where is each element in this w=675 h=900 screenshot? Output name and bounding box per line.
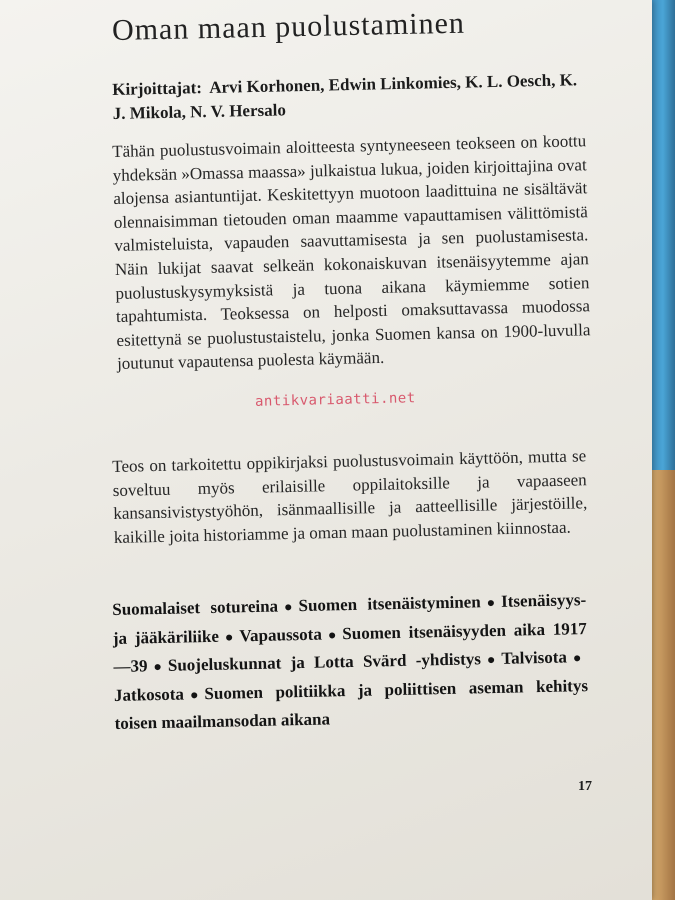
bullet-icon: ● [189, 687, 199, 703]
bullet-icon: ● [224, 629, 234, 646]
description-paragraph-1: Tähän puolustusvoimain aloitteesta syntyneeseen teokseen on koottu yhdeksän »Omassa maassa» julkaistua lukua, joiden kirjoittajina ovat alojensa asiantuntijat. Keskitettyyn muotoon laadittuina ne sisältävät olennaisimman tietouden oman maamme vapauttamisen välittömistä valmisteluista, vapauden saavuttamisesta ja sen puolustamisesta. Näin lukijat saavat selkeän kokonaiskuvan itsenäisyytemme ajan puolustuskysymyksistä ja tuona aikana käymiemme sotien tapahtumista. Teoksessa on helposti omaksuttavassa muodossa esitettynä se puolustustaistelu, jonka Suomen kansa on 1900-luvulla joutunut vapautensa puolesta käymään. [112, 131, 591, 374]
topic-item: Talvisota [501, 647, 568, 668]
authors-names: Arvi Korhonen, Edwin Linkomies, K. L. Oesch, K. J. Mikola, N. V. Hersalo [112, 70, 578, 123]
bullet-icon: ● [486, 595, 496, 612]
topic-item: Suojeluskunnat ja Lotta Svärd -yhdistys [167, 649, 482, 675]
bullet-icon: ● [572, 651, 582, 667]
bullet-icon: ● [283, 600, 293, 616]
page-number: 17 [578, 779, 592, 794]
topic-item: Jatkosota [113, 684, 185, 705]
topic-item: Suomen itsenäisyyden aika 1917—39 [113, 618, 587, 676]
page-title: Oman maan puolustaminen [111, 6, 466, 47]
topic-item: Suomalaiset sotureina [112, 596, 279, 619]
bullet-icon: ● [327, 627, 337, 643]
topic-item: Vapaussota [239, 624, 323, 645]
bullet-icon: ● [486, 652, 496, 669]
authors-label: Kirjoittajat: [112, 78, 203, 99]
topic-item: Suomen politiikka ja poliittisen aseman kehitys toisen maailmansodan aikana [114, 675, 589, 733]
bullet-icon: ● [153, 659, 163, 676]
description-paragraph-2: Teos on tarkoitettu oppikirjaksi puolustusvoimain käyttöön, mutta se soveltuu myös erilaisille oppilaitoksille ja vapaaseen kansansivistystyöhön, isänmaallisille ja aatteellisille järjestöille, kaikille joita historiamme ja oman maan puolustaminen kiinnostaa. [112, 446, 588, 547]
topic-item: Suomen itsenäistyminen [298, 592, 481, 616]
watermark: antikvariaatti.net [254, 390, 416, 410]
contents-list [112, 587, 589, 737]
authors-block [112, 68, 583, 126]
topic-item: Itsenäisyys- ja jääkäriliike [112, 590, 587, 648]
